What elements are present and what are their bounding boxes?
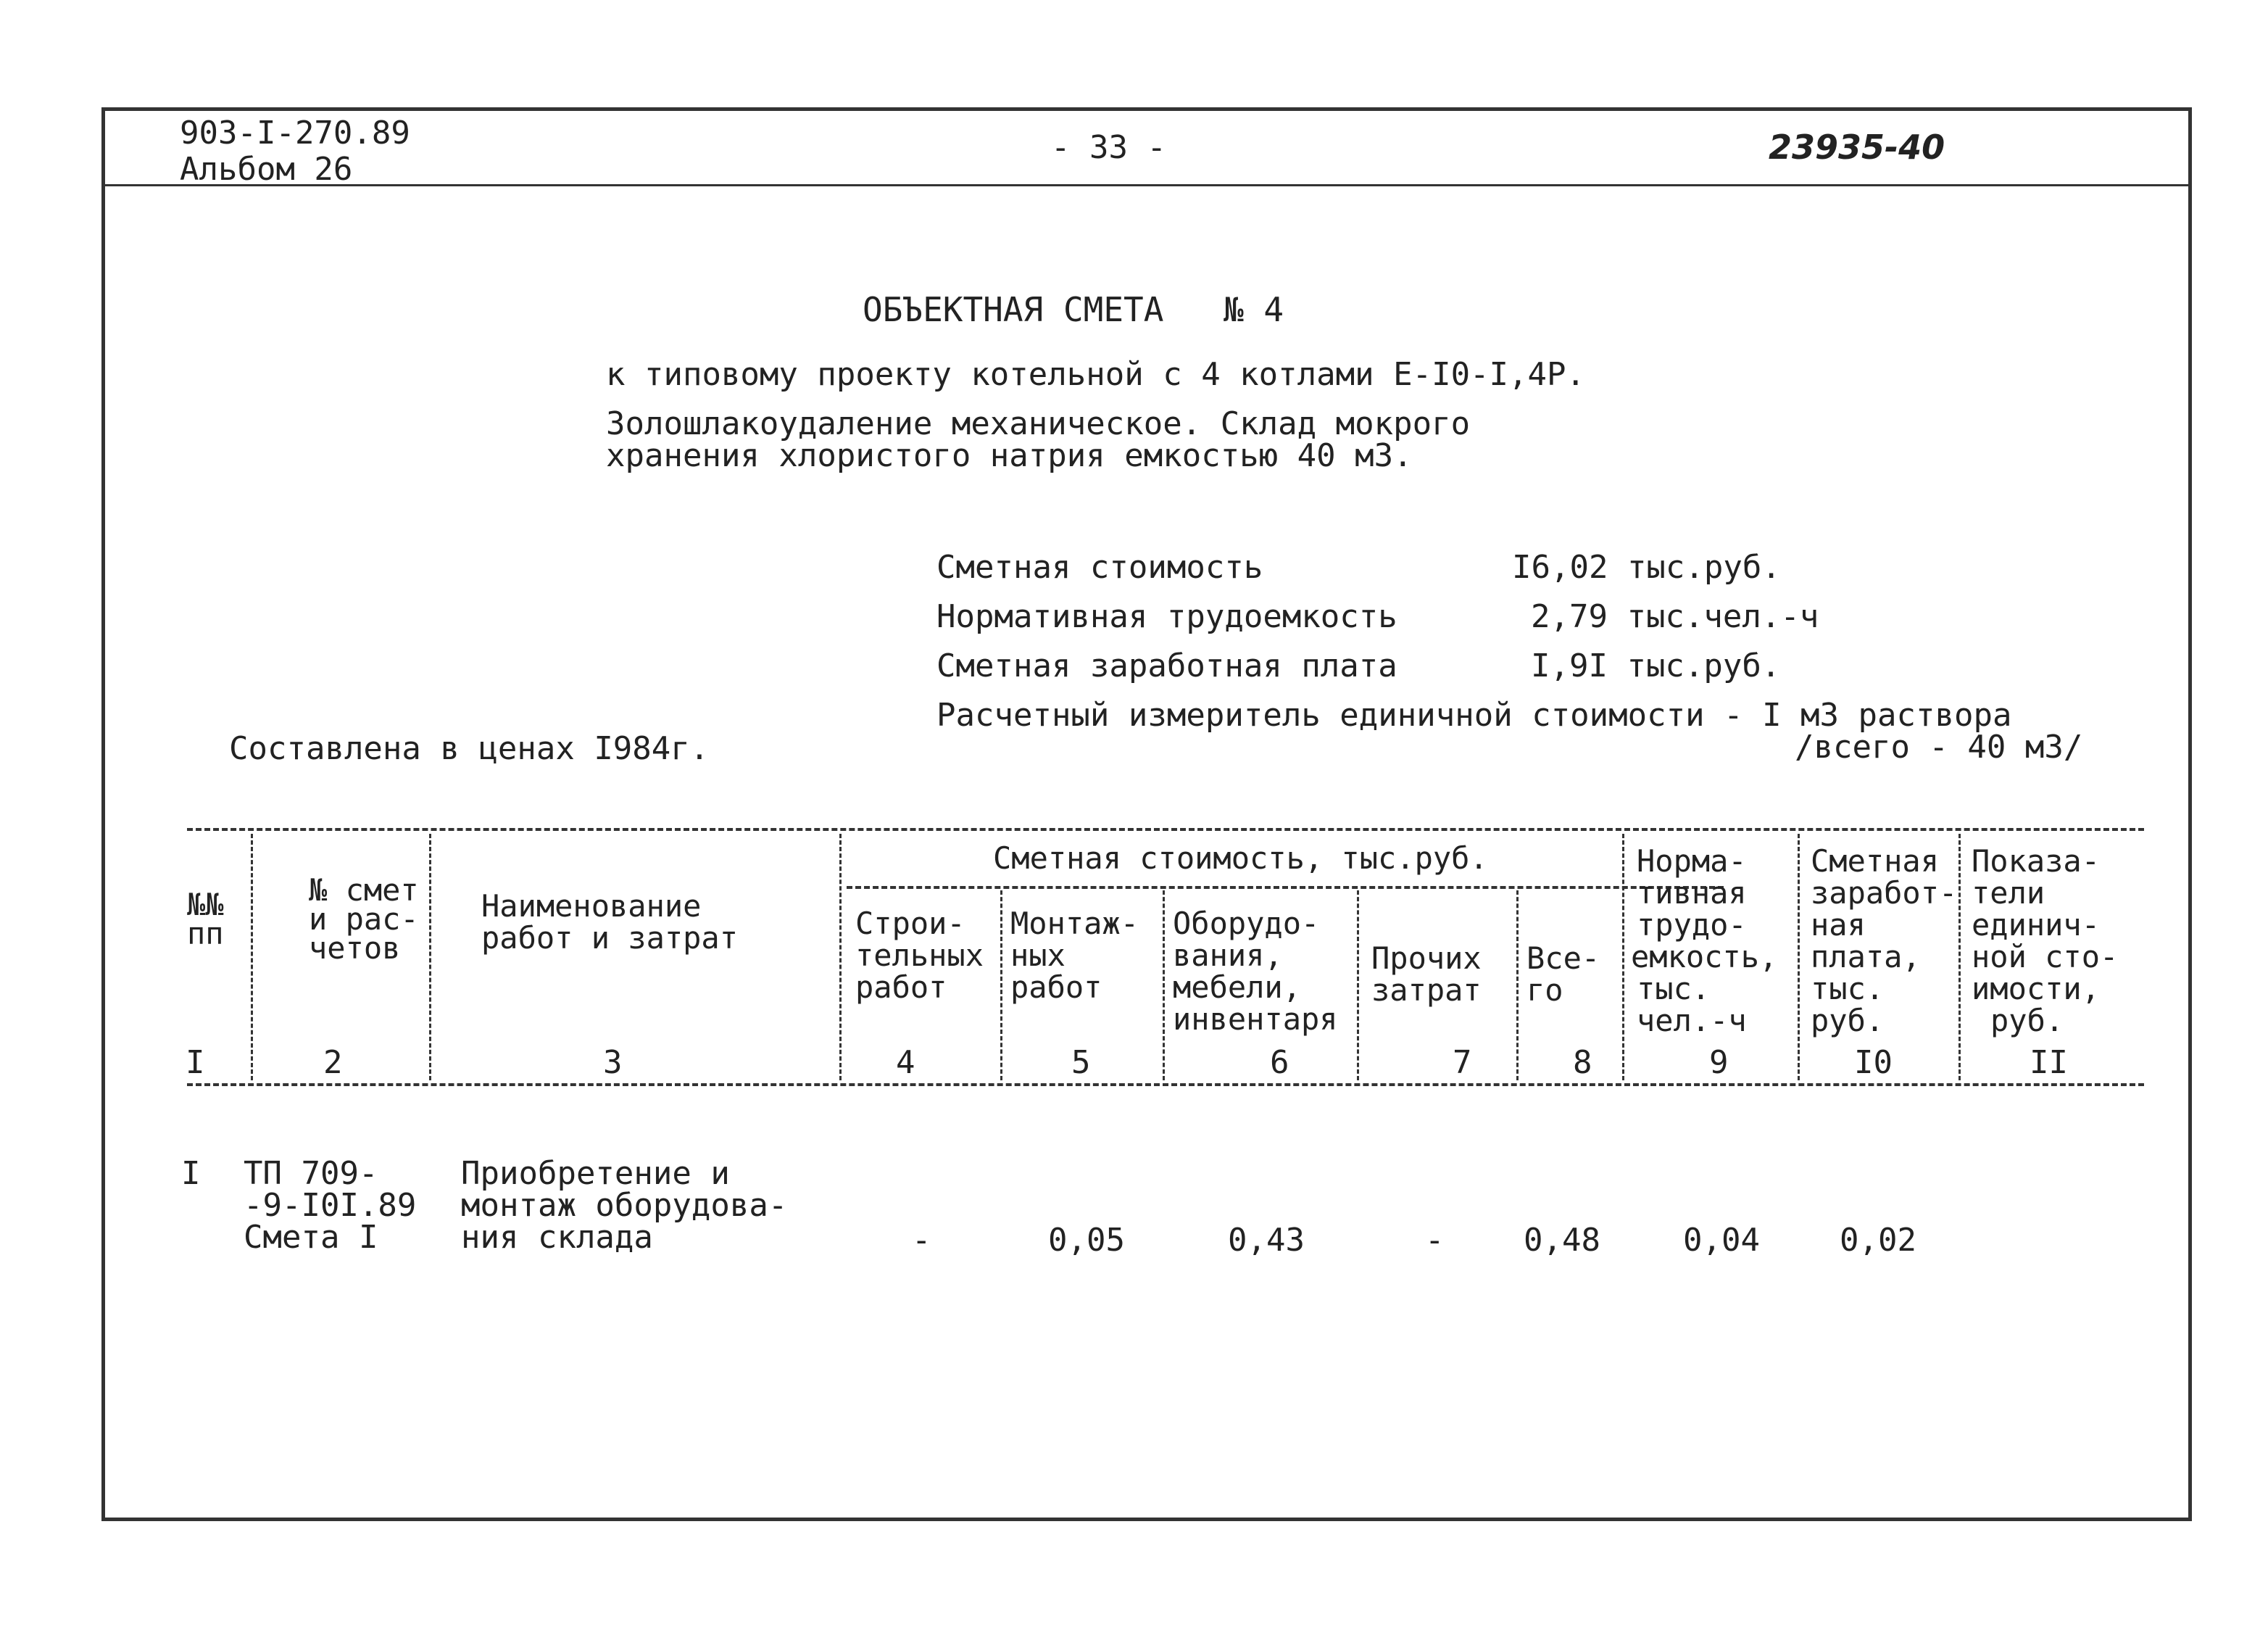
header-col7-line2: затрат bbox=[1371, 972, 1482, 1008]
header-divider bbox=[101, 184, 2192, 186]
header-col8-line1: Все- bbox=[1526, 940, 1600, 976]
row-col8: 0,48 bbox=[1524, 1222, 1600, 1259]
labor-value: 2,79 тыс.чел.-ч bbox=[1531, 598, 1819, 635]
col-divider bbox=[1798, 834, 1800, 1080]
row-name-line2: монтаж оборудова- bbox=[461, 1187, 788, 1224]
header-col8-line2: го bbox=[1526, 972, 1563, 1008]
header-col11-line5: имости, bbox=[1972, 971, 2101, 1006]
col-number: 9 bbox=[1709, 1044, 1729, 1081]
header-col2-line3: четов bbox=[309, 930, 401, 966]
cost-value: I6,02 тыс.руб. bbox=[1512, 549, 1781, 586]
meter-line-1: Расчетный измеритель единичной стоимости - I м3 раствора bbox=[936, 697, 2012, 734]
album-label: Альбом 26 bbox=[180, 151, 353, 188]
header-col6-line2: вания, bbox=[1173, 937, 1283, 973]
header-col5-line3: работ bbox=[1010, 969, 1102, 1005]
header-col10-line1: Сметная bbox=[1811, 843, 1940, 879]
col-number: 3 bbox=[603, 1044, 623, 1081]
header-col3-line1: Наименование bbox=[481, 888, 702, 924]
row-name-line3: ния склада bbox=[461, 1219, 653, 1256]
header-col10-line3: ная bbox=[1811, 907, 1866, 943]
col-number: 2 bbox=[323, 1044, 343, 1081]
header-col6-line3: мебели, bbox=[1173, 969, 1302, 1005]
title-line-3: хранения хлористого натрия емкостью 40 м3. bbox=[606, 437, 1413, 474]
header-col2-line1: № смет bbox=[309, 872, 419, 908]
row-number: I bbox=[181, 1155, 201, 1192]
wage-label: Сметная заработная плата bbox=[936, 647, 1397, 684]
col-divider bbox=[1000, 890, 1002, 1080]
header-col10-line6: руб. bbox=[1811, 1003, 1885, 1038]
wage-value: I,9I тыс.руб. bbox=[1531, 647, 1781, 684]
title-line-2: Золошлакоудаление механическое. Склад мокрого bbox=[606, 405, 1471, 442]
header-col6-line1: Оборудо- bbox=[1173, 906, 1320, 941]
row-col10: 0,02 bbox=[1840, 1222, 1916, 1259]
row-ref-line3: Смета I bbox=[244, 1219, 378, 1256]
col-divider bbox=[839, 834, 842, 1080]
col-number: II bbox=[2030, 1044, 2068, 1081]
row-name-line1: Приобретение и bbox=[461, 1155, 730, 1192]
col-divider bbox=[429, 834, 431, 1080]
group-header-rule bbox=[847, 886, 1724, 889]
row-ref-line1: ТП 709- bbox=[244, 1155, 378, 1192]
header-col9-line5: тыс. bbox=[1637, 971, 1711, 1006]
page-number: - 33 - bbox=[1051, 129, 1166, 166]
header-col9-line4: емкость, bbox=[1631, 939, 1778, 974]
header-col1-line1: №№ bbox=[187, 887, 224, 922]
meter-line-2: /всего - 40 м3/ bbox=[1795, 729, 2083, 766]
header-col11-line4: ной сто- bbox=[1972, 939, 2119, 974]
labor-label: Нормативная трудоемкость bbox=[936, 598, 1397, 635]
header-col10-line5: тыс. bbox=[1811, 971, 1885, 1006]
row-col7: - bbox=[1425, 1222, 1445, 1259]
project-code: 903-I-270.89 bbox=[180, 115, 410, 152]
document-title: ОБЪЕКТНАЯ СМЕТА bbox=[863, 290, 1164, 329]
row-col9: 0,04 bbox=[1683, 1222, 1760, 1259]
header-col11-line2: тели bbox=[1972, 875, 2045, 911]
col-divider bbox=[1516, 890, 1519, 1080]
col-divider bbox=[1163, 890, 1165, 1080]
col-number: 8 bbox=[1573, 1044, 1592, 1081]
col-divider bbox=[1357, 890, 1359, 1080]
col-divider bbox=[251, 834, 253, 1080]
table-top-rule bbox=[187, 828, 2144, 831]
header-col9-line2: тивная bbox=[1637, 875, 1747, 911]
row-col5: 0,05 bbox=[1048, 1222, 1125, 1259]
header-col1-line2: пп bbox=[187, 916, 224, 951]
header-col9-line1: Норма- bbox=[1637, 843, 1747, 879]
header-col3-line2: работ и затрат bbox=[481, 920, 739, 956]
header-col11-line1: Показа- bbox=[1972, 843, 2101, 879]
col-number: 4 bbox=[896, 1044, 915, 1081]
header-col7-line1: Прочих bbox=[1371, 940, 1482, 976]
header-col9-line6: чел.-ч bbox=[1637, 1003, 1747, 1038]
header-col11-line3: единич- bbox=[1972, 907, 2101, 943]
header-col4-line2: тельных bbox=[855, 937, 984, 973]
col-number: 5 bbox=[1071, 1044, 1091, 1081]
row-ref-line2: -9-I0I.89 bbox=[244, 1187, 417, 1224]
header-col5-line1: Монтаж- bbox=[1010, 906, 1139, 941]
document-number: № 4 bbox=[1224, 290, 1284, 329]
col-number: 7 bbox=[1453, 1044, 1472, 1081]
cost-label: Сметная стоимость bbox=[936, 549, 1263, 586]
title-line-1: к типовому проекту котельной с 4 котлами Е-I0-I,4Р. bbox=[606, 356, 1586, 393]
row-col4: - bbox=[912, 1222, 931, 1259]
header-col4-line1: Строи- bbox=[855, 906, 965, 941]
header-col6-line4: инвентаря bbox=[1173, 1001, 1338, 1037]
col-number: I bbox=[186, 1044, 205, 1081]
col-number: 6 bbox=[1270, 1044, 1289, 1081]
header-col4-line3: работ bbox=[855, 969, 947, 1005]
row-col6: 0,43 bbox=[1228, 1222, 1305, 1259]
header-col10-line4: плата, bbox=[1811, 939, 1921, 974]
header-col2-line2: и рас- bbox=[309, 901, 419, 937]
header-cost-group: Сметная стоимость, тыс.руб. bbox=[993, 840, 1488, 876]
document-code: 23935-40 bbox=[1769, 128, 1945, 167]
header-bottom-rule bbox=[187, 1083, 2144, 1086]
header-col10-line2: заработ- bbox=[1811, 875, 1958, 911]
col-number: I0 bbox=[1854, 1044, 1893, 1081]
header-col9-line3: трудо- bbox=[1637, 907, 1747, 943]
col-divider bbox=[1622, 834, 1624, 1080]
header-col5-line2: ных bbox=[1010, 937, 1066, 973]
prices-note: Составлена в ценах I984г. bbox=[229, 730, 710, 767]
col-divider bbox=[1958, 834, 1961, 1080]
header-col11-line6: руб. bbox=[1990, 1003, 2064, 1038]
